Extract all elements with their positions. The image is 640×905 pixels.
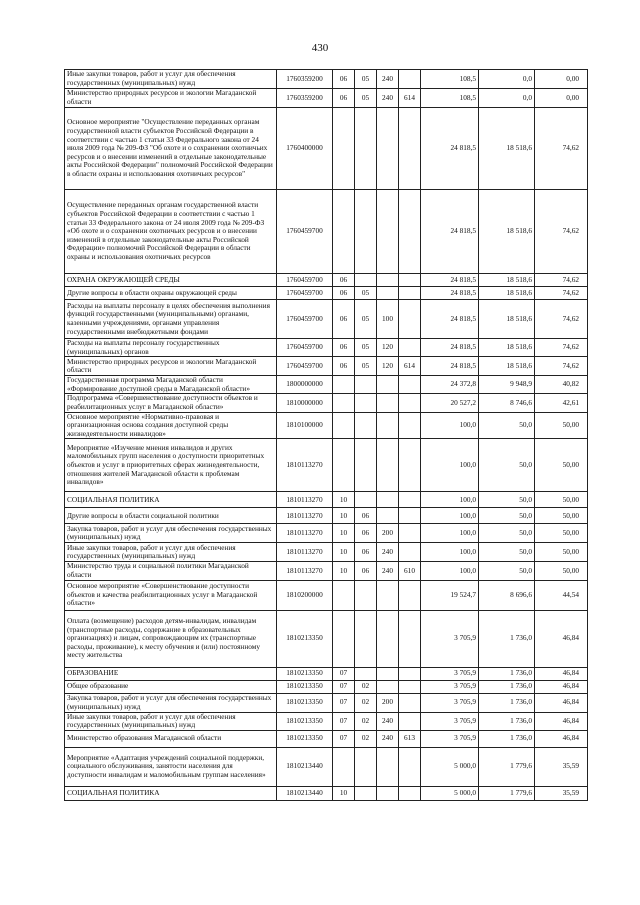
table-row (65, 786, 588, 800)
table-row (65, 108, 588, 190)
row-section (333, 108, 355, 190)
row-subsection: 05 (355, 89, 377, 108)
row-name: Министерство образования Магаданской области (65, 730, 277, 747)
table-row (65, 562, 588, 580)
row-code: 1800000000 (277, 376, 333, 394)
table-row (65, 693, 588, 712)
row-planned-amount: 24 818,5 (421, 190, 479, 274)
row-department (399, 524, 421, 543)
row-name: Иные закупки товаров, работ и услуг для обеспечения государственных (муниципальных) нужд (65, 712, 277, 730)
table-row (65, 492, 588, 508)
row-executed-amount: 8 696,6 (479, 580, 535, 610)
row-code: 1810213350 (277, 730, 333, 747)
row-name: Закупка товаров, работ и услуг для обеспечения государственных (муниципальных) нужд (65, 693, 277, 712)
row-department (399, 376, 421, 394)
row-executed-amount: 1 736,0 (479, 712, 535, 730)
row-expense-type: 240 (377, 89, 399, 108)
row-name: ОХРАНА ОКРУЖАЮЩЕЙ СРЕДЫ (65, 274, 277, 287)
row-department: 610 (399, 562, 421, 580)
row-expense-type (377, 747, 399, 786)
row-expense-type (377, 492, 399, 508)
row-planned-amount: 3 705,9 (421, 712, 479, 730)
row-department (399, 274, 421, 287)
row-executed-amount: 8 746,6 (479, 394, 535, 412)
row-code: 1760400000 (277, 108, 333, 190)
row-subsection (355, 190, 377, 274)
table-row (65, 274, 588, 287)
row-section (333, 190, 355, 274)
row-department (399, 747, 421, 786)
row-executed-amount: 18 518,6 (479, 339, 535, 357)
row-expense-type (377, 439, 399, 492)
row-name: ОБРАЗОВАНИЕ (65, 667, 277, 680)
row-executed-amount: 50,0 (479, 543, 535, 562)
row-section: 10 (333, 543, 355, 562)
row-percent: 74,62 (535, 274, 588, 287)
row-subsection (355, 667, 377, 680)
row-planned-amount: 24 818,5 (421, 274, 479, 287)
row-planned-amount: 24 818,5 (421, 287, 479, 300)
row-department (399, 108, 421, 190)
row-section: 10 (333, 562, 355, 580)
table-row (65, 680, 588, 693)
row-executed-amount: 18 518,6 (479, 357, 535, 376)
row-section: 10 (333, 524, 355, 543)
row-percent: 46,84 (535, 667, 588, 680)
row-percent: 46,84 (535, 680, 588, 693)
row-name: Подпрограмма «Совершенствование доступности объектов и реабилитационных услуг в Магаданской области» (65, 394, 277, 412)
row-percent: 50,00 (535, 508, 588, 524)
row-code: 1760459700 (277, 287, 333, 300)
row-planned-amount: 24 818,5 (421, 339, 479, 357)
row-department (399, 394, 421, 412)
row-name: Основное мероприятие "Осуществление переданных органам государственной власти субъектов Российской Федерации в соответствии с частью 1 статьи 33 Федерального закона от 24 июля 2009 года № 209-ФЗ "Об охоте и о сохранении охотничьих ресурсов и о внесении изменений в отдельные законодательные акты Российской Федерации" полномочий Российской Федерации в области охраны и использования охотничьих ресурсов" (65, 108, 277, 190)
row-department (399, 492, 421, 508)
row-subsection: 06 (355, 508, 377, 524)
row-percent: 74,62 (535, 300, 588, 339)
row-department (399, 300, 421, 339)
row-name: Министерство труда и социальной политики Магаданской области (65, 562, 277, 580)
row-executed-amount: 50,0 (479, 492, 535, 508)
row-code: 1810100000 (277, 412, 333, 439)
row-department: 613 (399, 730, 421, 747)
row-section (333, 439, 355, 492)
row-code: 1810213350 (277, 680, 333, 693)
row-subsection: 02 (355, 730, 377, 747)
row-section: 07 (333, 730, 355, 747)
row-department (399, 70, 421, 89)
row-name: Другие вопросы в области социальной политики (65, 508, 277, 524)
row-name: Мероприятие «Изучение мнения инвалидов и других маломобильных групп населения о доступности приоритетных объектов и услуг в приоритетных сферах жизнедеятельности, отношения жителей Магаданской области к проблемам инвалидов» (65, 439, 277, 492)
row-expense-type (377, 394, 399, 412)
row-percent: 42,61 (535, 394, 588, 412)
row-planned-amount: 20 527,2 (421, 394, 479, 412)
row-subsection (355, 394, 377, 412)
row-name: Государственная программа Магаданской области «Формирование доступной среды в Магаданской области» (65, 376, 277, 394)
budget-table-body (65, 70, 588, 801)
row-executed-amount: 18 518,6 (479, 190, 535, 274)
row-executed-amount: 18 518,6 (479, 274, 535, 287)
row-department (399, 693, 421, 712)
row-planned-amount: 100,0 (421, 543, 479, 562)
row-subsection: 05 (355, 70, 377, 89)
row-department (399, 610, 421, 667)
row-executed-amount: 0,0 (479, 89, 535, 108)
row-executed-amount: 1 736,0 (479, 693, 535, 712)
row-planned-amount: 24 818,5 (421, 108, 479, 190)
row-code: 1760359200 (277, 70, 333, 89)
row-section: 06 (333, 339, 355, 357)
table-row (65, 712, 588, 730)
table-row (65, 190, 588, 274)
row-name: Министерство природных ресурсов и экологии Магаданской области (65, 357, 277, 376)
table-row (65, 747, 588, 786)
row-code: 1810113270 (277, 508, 333, 524)
row-percent: 50,00 (535, 412, 588, 439)
row-executed-amount: 9 948,9 (479, 376, 535, 394)
row-executed-amount: 50,0 (479, 439, 535, 492)
row-section: 06 (333, 300, 355, 339)
row-name: СОЦИАЛЬНАЯ ПОЛИТИКА (65, 786, 277, 800)
row-planned-amount: 3 705,9 (421, 680, 479, 693)
table-row (65, 339, 588, 357)
row-name: Расходы на выплаты персоналу государственных (муниципальных) органов (65, 339, 277, 357)
row-code: 1810113270 (277, 439, 333, 492)
row-section: 07 (333, 680, 355, 693)
row-department (399, 339, 421, 357)
row-planned-amount: 108,5 (421, 70, 479, 89)
row-expense-type (377, 287, 399, 300)
row-expense-type (377, 610, 399, 667)
table-row (65, 543, 588, 562)
row-section (333, 610, 355, 667)
row-percent: 35,59 (535, 786, 588, 800)
row-planned-amount: 5 000,0 (421, 786, 479, 800)
row-section (333, 747, 355, 786)
row-code: 1810213350 (277, 667, 333, 680)
row-code: 1810213440 (277, 786, 333, 800)
row-code: 1810113270 (277, 492, 333, 508)
row-percent: 46,84 (535, 730, 588, 747)
row-expense-type: 120 (377, 357, 399, 376)
row-section: 06 (333, 357, 355, 376)
row-code: 1760459700 (277, 190, 333, 274)
row-expense-type: 240 (377, 70, 399, 89)
row-name: Основное мероприятие «Нормативно-правовая и организационная основа создания доступной среды жизнедеятельности инвалидов» (65, 412, 277, 439)
table-row (65, 524, 588, 543)
row-subsection: 05 (355, 357, 377, 376)
row-expense-type: 240 (377, 730, 399, 747)
row-subsection: 06 (355, 524, 377, 543)
row-section: 06 (333, 287, 355, 300)
row-planned-amount: 19 524,7 (421, 580, 479, 610)
row-percent: 74,62 (535, 190, 588, 274)
row-expense-type: 240 (377, 712, 399, 730)
row-expense-type: 200 (377, 693, 399, 712)
row-subsection: 05 (355, 339, 377, 357)
row-subsection: 05 (355, 300, 377, 339)
table-row (65, 610, 588, 667)
row-section (333, 412, 355, 439)
row-expense-type: 200 (377, 524, 399, 543)
row-planned-amount: 100,0 (421, 412, 479, 439)
row-section (333, 376, 355, 394)
row-executed-amount: 18 518,6 (479, 300, 535, 339)
row-department (399, 786, 421, 800)
row-name: Другие вопросы в области охраны окружающей среды (65, 287, 277, 300)
row-executed-amount: 1 736,0 (479, 667, 535, 680)
row-subsection: 02 (355, 693, 377, 712)
row-subsection: 06 (355, 543, 377, 562)
row-executed-amount: 50,0 (479, 562, 535, 580)
row-expense-type (377, 108, 399, 190)
row-subsection: 02 (355, 680, 377, 693)
row-percent: 50,00 (535, 543, 588, 562)
row-percent: 74,62 (535, 357, 588, 376)
row-planned-amount: 3 705,9 (421, 730, 479, 747)
row-department: 614 (399, 89, 421, 108)
table-row (65, 70, 588, 89)
row-planned-amount: 24 372,8 (421, 376, 479, 394)
row-subsection (355, 274, 377, 287)
row-executed-amount: 50,0 (479, 412, 535, 439)
row-name: Основное мероприятие «Совершенствование доступности объектов и качества реабилитационных услуг в Магаданской области» (65, 580, 277, 610)
row-planned-amount: 108,5 (421, 89, 479, 108)
row-percent: 0,00 (535, 89, 588, 108)
row-subsection (355, 439, 377, 492)
row-section: 06 (333, 274, 355, 287)
row-section: 07 (333, 693, 355, 712)
row-expense-type (377, 667, 399, 680)
row-code: 1760459700 (277, 300, 333, 339)
row-percent: 0,00 (535, 70, 588, 89)
row-name: Мероприятие «Адаптация учреждений социальной поддержки, социального обслуживания, занятости населения для доступности инвалидам и маломобильным группам населения» (65, 747, 277, 786)
row-percent: 46,84 (535, 693, 588, 712)
row-percent: 74,62 (535, 108, 588, 190)
row-name: Расходы на выплаты персоналу в целях обеспечения выполнения функций государственными (муниципальными) органами, казенными учреждениями, органами управления государственными внебюджетными фондами (65, 300, 277, 339)
row-expense-type (377, 580, 399, 610)
table-row (65, 730, 588, 747)
row-planned-amount: 100,0 (421, 524, 479, 543)
budget-table (64, 69, 588, 801)
row-code: 1810113270 (277, 562, 333, 580)
row-section: 06 (333, 70, 355, 89)
row-subsection (355, 492, 377, 508)
row-department: 614 (399, 357, 421, 376)
table-row (65, 394, 588, 412)
row-code: 1810213350 (277, 610, 333, 667)
row-section: 06 (333, 89, 355, 108)
table-row (65, 667, 588, 680)
row-percent: 74,62 (535, 287, 588, 300)
row-planned-amount: 100,0 (421, 492, 479, 508)
row-expense-type (377, 508, 399, 524)
row-subsection (355, 580, 377, 610)
row-subsection (355, 376, 377, 394)
row-executed-amount: 1 779,6 (479, 786, 535, 800)
row-expense-type (377, 376, 399, 394)
table-row (65, 376, 588, 394)
row-name: СОЦИАЛЬНАЯ ПОЛИТИКА (65, 492, 277, 508)
row-planned-amount: 100,0 (421, 508, 479, 524)
row-code: 1810213350 (277, 693, 333, 712)
row-executed-amount: 1 736,0 (479, 610, 535, 667)
row-section (333, 580, 355, 610)
row-executed-amount: 1 779,6 (479, 747, 535, 786)
row-name: Министерство природных ресурсов и экологии Магаданской области (65, 89, 277, 108)
row-expense-type (377, 274, 399, 287)
row-subsection (355, 108, 377, 190)
row-subsection (355, 786, 377, 800)
row-executed-amount: 18 518,6 (479, 108, 535, 190)
row-code: 1760459700 (277, 274, 333, 287)
row-code: 1810113270 (277, 524, 333, 543)
row-expense-type (377, 190, 399, 274)
row-percent: 46,84 (535, 712, 588, 730)
row-expense-type: 120 (377, 339, 399, 357)
row-percent: 44,54 (535, 580, 588, 610)
row-executed-amount: 1 736,0 (479, 680, 535, 693)
row-department (399, 712, 421, 730)
row-percent: 74,62 (535, 339, 588, 357)
row-expense-type: 240 (377, 543, 399, 562)
row-executed-amount: 50,0 (479, 524, 535, 543)
row-code: 1810213440 (277, 747, 333, 786)
row-code: 1810200000 (277, 580, 333, 610)
row-percent: 50,00 (535, 562, 588, 580)
row-planned-amount: 24 818,5 (421, 300, 479, 339)
row-department (399, 580, 421, 610)
row-executed-amount: 1 736,0 (479, 730, 535, 747)
row-planned-amount: 100,0 (421, 562, 479, 580)
row-subsection (355, 610, 377, 667)
table-row (65, 412, 588, 439)
row-expense-type: 100 (377, 300, 399, 339)
row-percent: 50,00 (535, 492, 588, 508)
row-percent: 50,00 (535, 439, 588, 492)
row-department (399, 439, 421, 492)
row-percent: 40,82 (535, 376, 588, 394)
table-row (65, 508, 588, 524)
row-subsection: 06 (355, 562, 377, 580)
table-row (65, 287, 588, 300)
row-section (333, 394, 355, 412)
row-percent: 46,84 (535, 610, 588, 667)
row-department (399, 543, 421, 562)
row-code: 1760459700 (277, 339, 333, 357)
table-row (65, 439, 588, 492)
table-row (65, 357, 588, 376)
row-executed-amount: 18 518,6 (479, 287, 535, 300)
row-subsection: 02 (355, 712, 377, 730)
row-name: Закупка товаров, работ и услуг для обеспечения государственных (муниципальных) нужд (65, 524, 277, 543)
row-subsection (355, 747, 377, 786)
row-expense-type (377, 412, 399, 439)
row-planned-amount: 3 705,9 (421, 693, 479, 712)
row-section: 07 (333, 667, 355, 680)
row-department (399, 680, 421, 693)
row-percent: 50,00 (535, 524, 588, 543)
row-section: 10 (333, 508, 355, 524)
row-planned-amount: 3 705,9 (421, 667, 479, 680)
row-section: 10 (333, 786, 355, 800)
row-name: Оплата (возмещение) расходов детям-инвалидам, инвалидам (транспортные расходы, содержание в образовательных организациях) и лицам, сопровождающим их (транспортные расходы, проживание), к месту обучения и (или) постоянному месту жительства (65, 610, 277, 667)
row-code: 1810213350 (277, 712, 333, 730)
row-code: 1760359200 (277, 89, 333, 108)
row-subsection: 05 (355, 287, 377, 300)
table-row (65, 580, 588, 610)
row-department (399, 287, 421, 300)
row-name: Общее образование (65, 680, 277, 693)
row-department (399, 412, 421, 439)
row-code: 1760459700 (277, 357, 333, 376)
row-department (399, 190, 421, 274)
row-subsection (355, 412, 377, 439)
row-department (399, 508, 421, 524)
page-number: 430 (311, 42, 329, 54)
row-expense-type (377, 786, 399, 800)
row-section: 07 (333, 712, 355, 730)
row-department (399, 667, 421, 680)
row-executed-amount: 0,0 (479, 70, 535, 89)
row-name: Иные закупки товаров, работ и услуг для обеспечения государственных (муниципальных) нужд (65, 543, 277, 562)
row-code: 1810113270 (277, 543, 333, 562)
row-percent: 35,59 (535, 747, 588, 786)
row-planned-amount: 5 000,0 (421, 747, 479, 786)
row-planned-amount: 100,0 (421, 439, 479, 492)
table-row (65, 89, 588, 108)
table-row (65, 300, 588, 339)
row-name: Иные закупки товаров, работ и услуг для обеспечения государственных (муниципальных) нужд (65, 70, 277, 89)
row-name: Осуществление переданных органам государственной власти субъектов Российской Федерации в соответствии с частью 1 статьи 33 Федерального закона от 24 июля 2009 года № 209-ФЗ «Об охоте и о сохранении охотничьих ресурсов и о внесении изменений в отдельные законодательные акты Российской Федерации» полномочий Российской Федерации в области охраны и использования охотничьих ресурсов (65, 190, 277, 274)
row-expense-type: 240 (377, 562, 399, 580)
row-executed-amount: 50,0 (479, 508, 535, 524)
row-expense-type (377, 680, 399, 693)
row-code: 1810000000 (277, 394, 333, 412)
row-section: 10 (333, 492, 355, 508)
row-planned-amount: 3 705,9 (421, 610, 479, 667)
row-planned-amount: 24 818,5 (421, 357, 479, 376)
